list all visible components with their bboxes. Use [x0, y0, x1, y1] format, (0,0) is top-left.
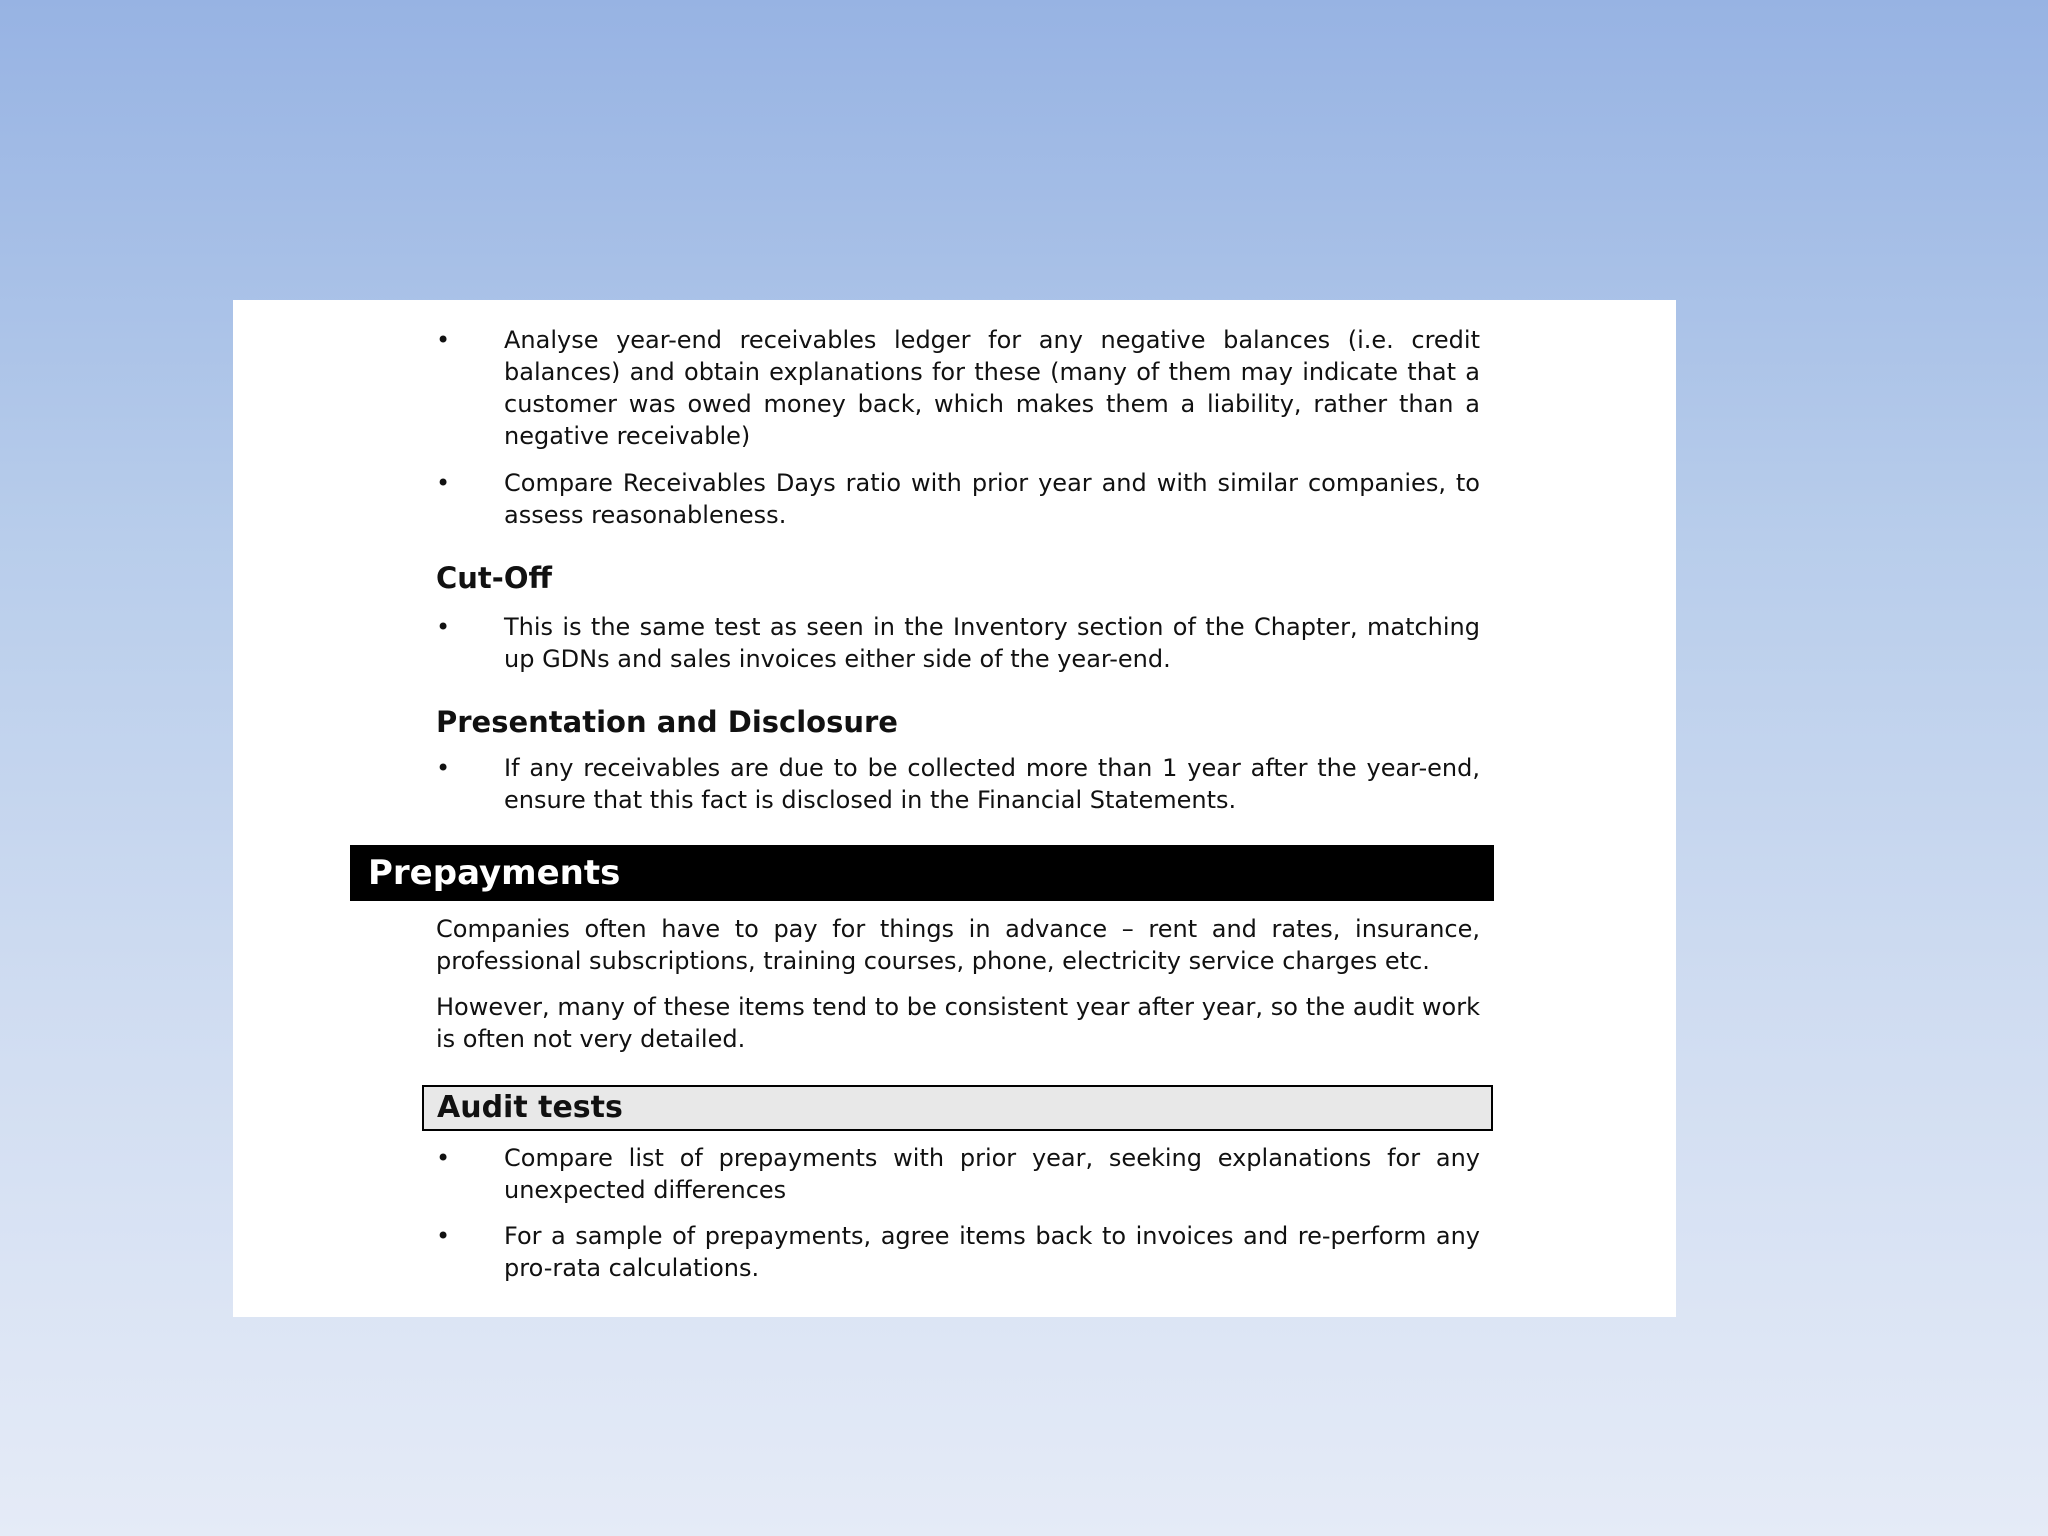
bullet-dot: • — [436, 613, 451, 641]
presentation-heading: Presentation and Disclosure — [436, 705, 898, 739]
prepayments-heading-bar — [350, 845, 1494, 901]
prepayments-heading: Prepayments — [368, 853, 621, 893]
bullet-text: This is the same test as seen in the Inventory section of the Chapter, matching up GDNs and sales invoices either side of the year-end. — [504, 613, 1480, 673]
bullet-text: Analyse year-end receivables ledger for any negative balances (i.e. credit balances) and obtain explanations for these (many of them may indicate that a customer was owed money back, which makes them a liability, rather than a negative receivable) — [504, 326, 1480, 450]
bullet-text: For a sample of prepayments, agree items back to invoices and re-perform any pro-rata calculations. — [504, 1222, 1480, 1282]
prepayments-paragraph-2: However, many of these items tend to be consistent year after year, so the audit work is often not very detailed. — [436, 993, 1480, 1053]
bullet-dot: • — [436, 754, 451, 782]
document-page — [233, 300, 1676, 1317]
bullet-dot: • — [436, 326, 451, 354]
bullet-dot: • — [436, 469, 451, 497]
document-content — [233, 300, 1676, 1317]
audit-tests-heading: Audit tests — [437, 1090, 623, 1125]
bullet-text: Compare list of prepayments with prior year, seeking explanations for any unexpected differences — [504, 1144, 1480, 1204]
cutoff-heading: Cut-Off — [436, 561, 552, 595]
bullet-text: If any receivables are due to be collected more than 1 year after the year-end, ensure that this fact is disclosed in the Financial Statements. — [504, 754, 1480, 814]
bullet-dot: • — [436, 1222, 451, 1250]
bullet-dot: • — [436, 1144, 451, 1172]
audit-tests-heading-box — [422, 1085, 1493, 1131]
bullet-text: Compare Receivables Days ratio with prior year and with similar companies, to assess reasonableness. — [504, 469, 1480, 529]
prepayments-paragraph-1: Companies often have to pay for things in advance – rent and rates, insurance, professional subscriptions, training courses, phone, electricity service charges etc. — [436, 915, 1480, 975]
